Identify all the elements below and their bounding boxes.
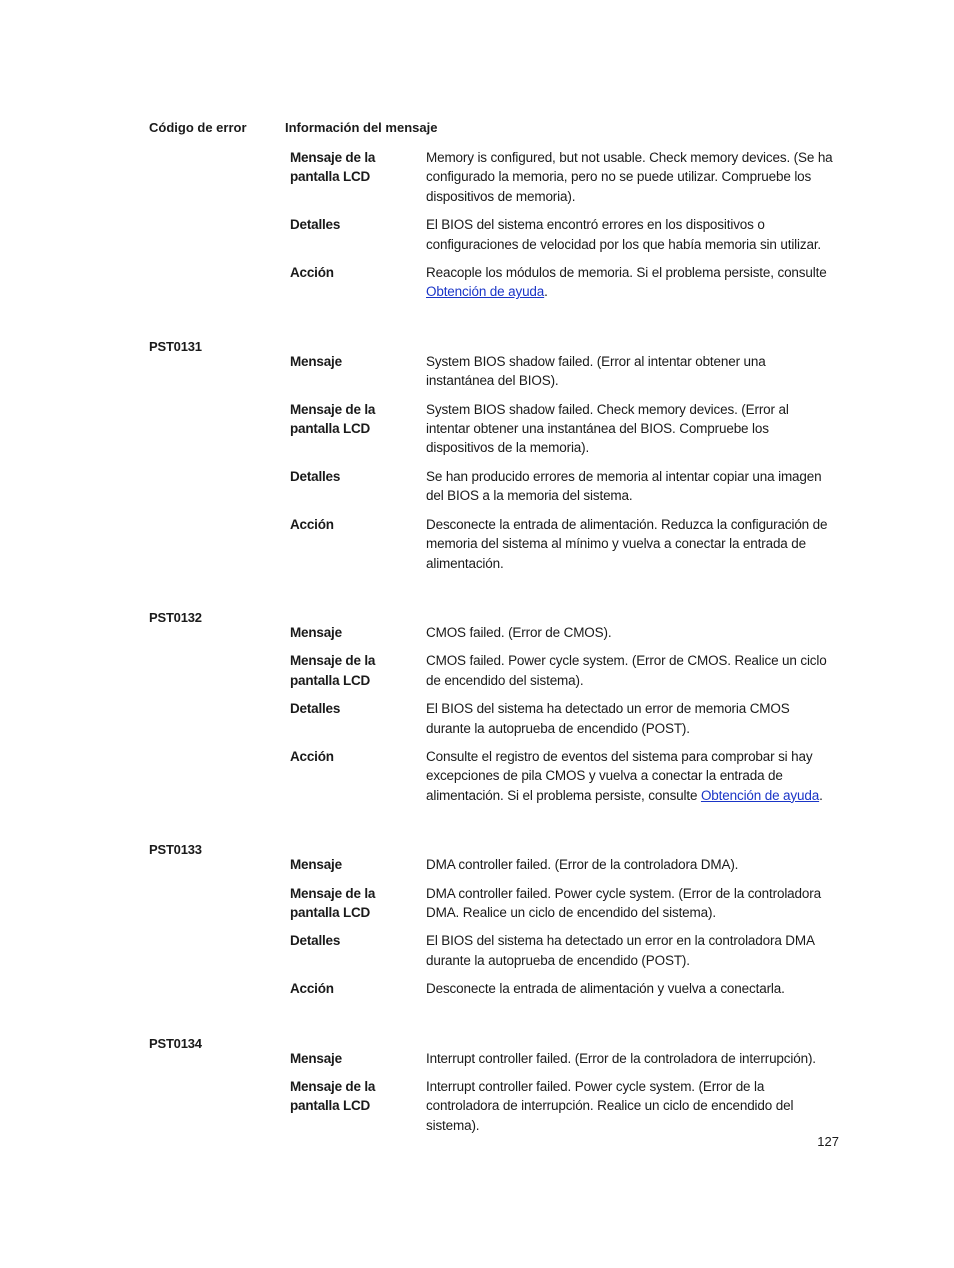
error-code-column-header: Código de error	[149, 120, 247, 135]
table-header	[149, 120, 839, 140]
row-label: Mensaje	[290, 353, 342, 369]
row-label: Mensaje de la pantalla LCD	[290, 885, 376, 920]
row-value-text: System BIOS shadow failed. (Error al intentar obtener una instantánea del BIOS).	[426, 353, 766, 389]
row-value	[426, 979, 834, 998]
message-row	[290, 515, 839, 573]
row-label: Detalles	[290, 468, 341, 484]
row-value-text: Reacople los módulos de memoria. Si el problema persiste, consulte	[426, 265, 827, 281]
row-label: Mensaje	[290, 857, 342, 873]
row-value	[426, 352, 834, 391]
row-value-text: Interrupt controller failed. Power cycle system. (Error de la controladora de interrupción. Realice un ciclo de encendido del sistema).	[426, 1079, 794, 1133]
message-row	[290, 623, 839, 642]
message-row	[290, 931, 839, 970]
message-row	[290, 1077, 839, 1135]
error-entry	[149, 148, 839, 333]
row-value-text: DMA controller failed. (Error de la controladora DMA).	[426, 857, 739, 873]
row-value	[426, 884, 834, 923]
row-value	[426, 467, 834, 506]
row-label: Detalles	[290, 933, 341, 949]
row-value-text: El BIOS del sistema encontró errores en los dispositivos o configuraciones de velocidad por los que había memoria sin utilizar.	[426, 217, 822, 252]
message-row	[290, 467, 839, 506]
row-value	[426, 651, 834, 690]
message-rows	[290, 148, 839, 302]
row-value-suffix: .	[819, 787, 823, 803]
message-rows	[290, 604, 839, 805]
row-value-text: CMOS failed. Power cycle system. (Error de CMOS. Realice un ciclo de encendido del sistema).	[426, 653, 827, 688]
row-value	[426, 400, 834, 458]
error-entry	[149, 604, 839, 836]
message-rows	[290, 1030, 839, 1136]
row-value	[426, 515, 834, 573]
message-rows	[290, 836, 839, 998]
message-row	[290, 884, 839, 923]
row-label: Acción	[290, 981, 334, 997]
message-row	[290, 979, 839, 998]
row-value-suffix: .	[544, 284, 548, 300]
row-value	[426, 1049, 834, 1068]
error-code: PST0134	[149, 1035, 202, 1051]
row-label: Mensaje de la pantalla LCD	[290, 653, 376, 688]
message-row	[290, 400, 839, 458]
row-value-text: Interrupt controller failed. (Error de la controladora de interrupción).	[426, 1050, 816, 1066]
message-row	[290, 1049, 839, 1068]
row-value-text: El BIOS del sistema ha detectado un error de memoria CMOS durante la autoprueba de encendido (POST).	[426, 701, 790, 736]
row-label: Mensaje de la pantalla LCD	[290, 150, 376, 185]
error-code: PST0131	[149, 338, 202, 354]
row-label: Mensaje de la pantalla LCD	[290, 401, 376, 437]
message-row	[290, 747, 839, 805]
error-entry	[149, 1030, 839, 1167]
row-value	[426, 747, 834, 805]
row-value	[426, 623, 834, 642]
row-value-text: Memory is configured, but not usable. Check memory devices. (Se ha configurado la memoria, pero no se puede utilizar. Compruebe los dispositivos de memoria).	[426, 150, 833, 204]
error-code: PST0133	[149, 842, 202, 858]
error-entries-list	[149, 148, 839, 1166]
row-value	[426, 931, 834, 970]
help-link[interactable]: Obtención de ayuda	[426, 284, 545, 300]
row-value	[426, 699, 834, 738]
row-value	[426, 148, 834, 206]
row-value-text: Desconecte la entrada de alimentación. Reduzca la configuración de memoria del sistema al mínimo y vuelva a conectar la entrada de alimentación.	[426, 516, 828, 571]
row-value	[426, 855, 834, 874]
message-info-column-header: Información del mensaje	[285, 120, 438, 135]
row-value	[426, 1077, 834, 1135]
row-value-text: System BIOS shadow failed. Check memory devices. (Error al intentar obtener una instantánea del BIOS. Compruebe los dispositivos de la memoria).	[426, 401, 789, 456]
message-row	[290, 215, 839, 254]
row-label: Mensaje de la pantalla LCD	[290, 1079, 376, 1114]
page-number: 127	[817, 1134, 839, 1149]
row-value-text: Se han producido errores de memoria al intentar copiar una imagen del BIOS a la memoria del sistema.	[426, 468, 822, 504]
row-value-text: DMA controller failed. Power cycle system. (Error de la controladora DMA. Realice un ciclo de encendido del sistema).	[426, 885, 821, 920]
row-value-text: Desconecte la entrada de alimentación y vuelva a conectarla.	[426, 981, 785, 997]
message-row	[290, 651, 839, 690]
row-label: Mensaje	[290, 624, 342, 640]
row-label: Detalles	[290, 701, 341, 717]
message-row	[290, 855, 839, 874]
row-value	[426, 215, 834, 254]
row-value	[426, 263, 834, 302]
message-row	[290, 699, 839, 738]
error-entry	[149, 836, 839, 1029]
row-label: Detalles	[290, 217, 341, 233]
error-entry	[149, 333, 839, 604]
message-row	[290, 148, 839, 206]
error-code: PST0132	[149, 609, 202, 625]
message-row	[290, 263, 839, 302]
row-label: Acción	[290, 516, 334, 532]
help-link[interactable]: Obtención de ayuda	[700, 787, 820, 803]
row-value-text: El BIOS del sistema ha detectado un error en la controladora DMA durante la autoprueba de encendido (POST).	[426, 933, 815, 968]
message-rows	[290, 333, 839, 573]
row-value-text: Consulte el registro de eventos del sistema para comprobar si hay excepciones de pila CMOS y vuelva a conectar la entrada de alimentación. Si el problema persiste, consulte	[426, 748, 813, 803]
row-label: Acción	[290, 265, 334, 281]
row-value-text: CMOS failed. (Error de CMOS).	[426, 624, 612, 640]
row-label: Mensaje	[290, 1050, 342, 1066]
row-label: Acción	[290, 748, 334, 764]
message-row	[290, 352, 839, 391]
